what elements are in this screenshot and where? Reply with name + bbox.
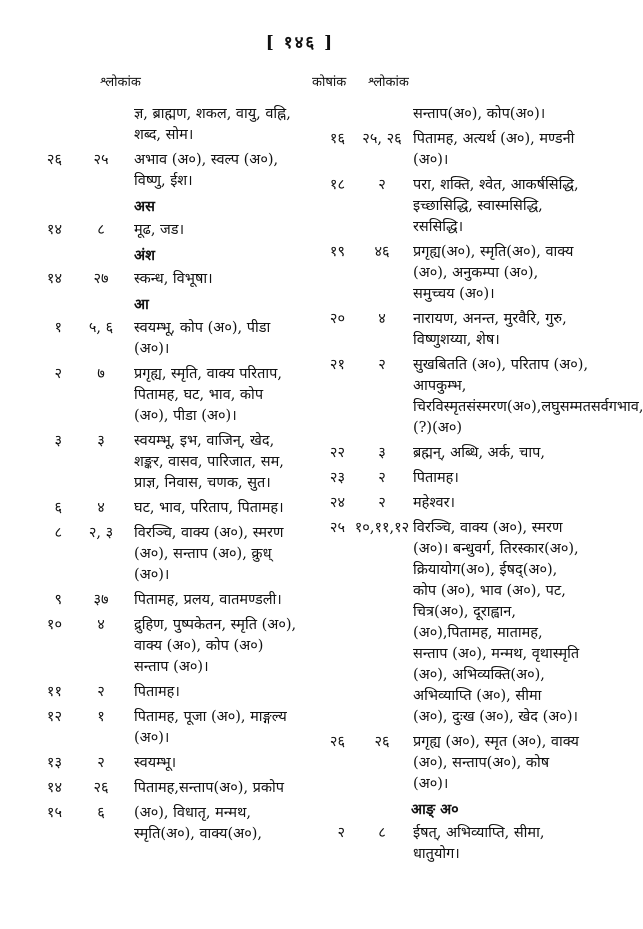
index-entry: [28, 269, 298, 290]
entry-words: स्वयम्भू, इभ, वाजिन्, खेद, शङ्कर, वासव, पारिजात, सम, प्राज्ञ, निवास, चणक, सुत।: [134, 433, 284, 491]
shlok-number: ७: [97, 366, 105, 382]
section-heading: आ: [134, 296, 149, 313]
entry-words: (अ०), विधातृ, मन्मथ, स्मृति(अ०), वाक्य(अ०),: [134, 805, 263, 842]
kosh-number: २३: [329, 470, 345, 486]
shlok-number: ३: [97, 433, 105, 449]
index-entry: [28, 615, 298, 678]
shlok-number: २७: [93, 271, 109, 287]
shlok-number: ४: [97, 500, 105, 516]
shlok-number: [68, 104, 134, 146]
entry-words: सन्ताप(अ०), कोप(अ०)।: [413, 106, 546, 122]
kosh-number: ११: [46, 684, 62, 700]
index-entry: [305, 823, 580, 865]
entry-words: सुखबितति (अ०), परिताप (अ०), आपकुम्भ, चिरविस्मृतसंस्मरण(अ०),लघुसम्मतसर्वगभाव,(?)(अ०): [413, 357, 643, 436]
entry-words: स्कन्ध, विभूषा।: [134, 271, 213, 287]
shlok-number: २५, २६: [362, 131, 402, 147]
entry-words: पितामह।: [413, 470, 459, 486]
shlok-number: ५, ६: [88, 320, 114, 336]
index-entry: [28, 682, 298, 703]
section-heading: अंश: [134, 247, 155, 264]
shlok-number: ४: [97, 617, 105, 633]
index-entry: [305, 493, 580, 514]
index-entry: [305, 732, 580, 795]
column-header-left: श्लोकांक: [100, 75, 141, 90]
right-column: [305, 104, 643, 869]
entry-words: घट, भाव, परिताप, पितामह।: [134, 500, 284, 516]
entry-words: ज्ञ, ब्राह्मण, शकल, वायु, वह्नि, शब्द, सोम।: [134, 106, 291, 143]
kosh-number: २१: [329, 357, 345, 373]
index-entry: [28, 431, 298, 494]
index-entry: [28, 523, 298, 586]
kosh-number: १४: [46, 271, 62, 287]
shlok-number: १०,११,१२: [354, 520, 410, 536]
entry-words: प्रगृह्य (अ०), स्मृत (अ०), वाक्य (अ०), सन्ताप(अ०), कोष (अ०)।: [413, 734, 579, 792]
shlok-number: २६: [374, 734, 390, 750]
entry-words: मूढ, जड।: [134, 222, 185, 238]
entry-words: नारायण, अनन्त, मुरवैरि, गुरु, विष्णुशय्या, शेष।: [413, 311, 567, 348]
shlok-number: ३७: [93, 592, 109, 608]
entry-words: पितामह।: [134, 684, 180, 700]
shlok-number: २: [378, 495, 386, 511]
shlok-number: १: [97, 709, 105, 725]
kosh-number: २: [54, 366, 62, 382]
kosh-number: ८: [54, 525, 62, 541]
entry-words: विरञ्चि, वाक्य (अ०), स्मरण (अ०)। बन्धुवर्ग, तिरस्कार(अ०), क्रियायोग(अ०), ईषद्(अ०), कोप (अ०), भाव (अ०), पट, चित्र(अ०), दूराह्वान, (अ०),पितामह, मातामह, सन्ताप (अ०), मन्मथ, वृथास्मृति (अ०), अभिव्यक्ति(अ०), अभिव्याप्ति (अ०), सीमा (अ०), दुःख (अ०), खेद (अ०)।: [413, 520, 580, 725]
kosh-number: १०: [46, 617, 62, 633]
index-entry: [28, 318, 298, 360]
entry-words: प्रगृह्य, स्मृति, वाक्य परिताप, पितामह, घट, भाव, कोप (अ०), पीडा (अ०)।: [134, 366, 282, 424]
kosh-number: २०: [329, 311, 345, 327]
kosh-number: ३: [54, 433, 62, 449]
index-entry: [305, 175, 580, 238]
entry-words: अभाव (अ०), स्वल्प (अ०), विष्णु, ईश।: [134, 152, 279, 189]
entry-words: परा, शक्ति, श्वेत, आकर्षसिद्धि, इच्छासिद्धि, स्वास्मसिद्धि, रससिद्धि।: [413, 177, 579, 235]
shlok-number: ८: [97, 222, 105, 238]
shlok-number: [351, 104, 413, 125]
shlok-number: २, ३: [88, 525, 114, 541]
index-entry: [28, 753, 298, 774]
shlok-number: २: [97, 755, 105, 771]
index-entry: [28, 150, 298, 192]
shlok-number: ४६: [374, 244, 390, 260]
index-entry: [28, 220, 298, 241]
index-entry: [28, 590, 298, 611]
shlok-number: ८: [378, 825, 386, 841]
entry-words: ब्रह्मन्, अब्धि, अर्क, चाप,: [413, 445, 545, 461]
kosh-number: ६: [54, 500, 62, 516]
index-entry: [305, 518, 580, 728]
section-heading: आङ् अ०: [411, 801, 459, 818]
entry-words: स्वयम्भू।: [134, 755, 177, 771]
shlok-number: २: [97, 684, 105, 700]
kosh-number: १६: [329, 131, 345, 147]
kosh-number: १८: [329, 177, 345, 193]
entry-words: प्रगृह्य(अ०), स्मृति(अ०), वाक्य (अ०), अनुकम्पा (अ०), समुच्चय (अ०)।: [413, 244, 574, 302]
kosh-number: २२: [329, 445, 345, 461]
shlok-number: ४: [378, 311, 386, 327]
left-column: [28, 104, 298, 849]
column-header-kosh: कोषांक: [312, 75, 347, 90]
index-entry: [305, 309, 580, 351]
kosh-number: २६: [46, 152, 62, 168]
kosh-number: २: [337, 825, 345, 841]
shlok-number: २५: [93, 152, 109, 168]
entry-words: ईषत्, अभिव्याप्ति, सीमा, धातुयोग।: [413, 825, 545, 862]
kosh-number: १४: [46, 222, 62, 238]
column-header-shlok: श्लोकांक: [368, 75, 409, 90]
index-entry: [305, 443, 580, 464]
index-entry: [28, 104, 298, 146]
index-entry: [305, 129, 580, 171]
kosh-number: ९: [54, 592, 62, 608]
entry-words: पितामह, प्रलय, वातमण्डली।: [134, 592, 282, 608]
shlok-number: २: [378, 357, 386, 373]
kosh-number: १३: [46, 755, 62, 771]
kosh-number: १४: [46, 780, 62, 796]
shlok-number: २: [378, 470, 386, 486]
entry-words: स्वयम्भू, कोप (अ०), पीडा (अ०)।: [134, 320, 271, 357]
kosh-number: २६: [329, 734, 345, 750]
entry-words: पितामह,सन्ताप(अ०), प्रकोप: [134, 780, 285, 796]
page-number: [ १४६ ]: [265, 33, 335, 53]
shlok-number: २: [378, 177, 386, 193]
kosh-number: १: [54, 320, 62, 336]
index-entry: [305, 468, 580, 489]
kosh-number: २४: [329, 495, 345, 511]
index-entry: [305, 104, 580, 125]
index-entry: [28, 498, 298, 519]
index-entry: [28, 803, 298, 845]
kosh-number: १५: [46, 805, 62, 821]
index-entry: [28, 364, 298, 427]
index-entry: [28, 778, 298, 799]
index-entry: [305, 355, 643, 439]
index-entry: [28, 707, 298, 749]
kosh-number: २५: [329, 520, 345, 536]
entry-words: पितामह, अत्यर्थ (अ०), मण्डनी (अ०)।: [413, 131, 575, 168]
kosh-number: १२: [46, 709, 62, 725]
entry-words: पितामह, पूजा (अ०), माङ्गल्य (अ०)।: [134, 709, 287, 746]
shlok-number: ३: [378, 445, 386, 461]
shlok-number: ६: [97, 805, 105, 821]
shlok-number: २६: [93, 780, 109, 796]
kosh-number: [305, 104, 351, 125]
entry-words: विरञ्चि, वाक्य (अ०), स्मरण (अ०), सन्ताप (अ०), क्रुध् (अ०)।: [134, 525, 284, 583]
index-entry: [305, 242, 580, 305]
kosh-number: १९: [329, 244, 345, 260]
entry-words: महेश्वर।: [413, 495, 456, 511]
section-heading: अस: [134, 198, 155, 215]
kosh-number: [28, 104, 68, 146]
entry-words: द्रुहिण, पुष्पकेतन, स्मृति (अ०), वाक्य (अ०), कोप (अ०) सन्ताप (अ०)।: [134, 617, 297, 675]
